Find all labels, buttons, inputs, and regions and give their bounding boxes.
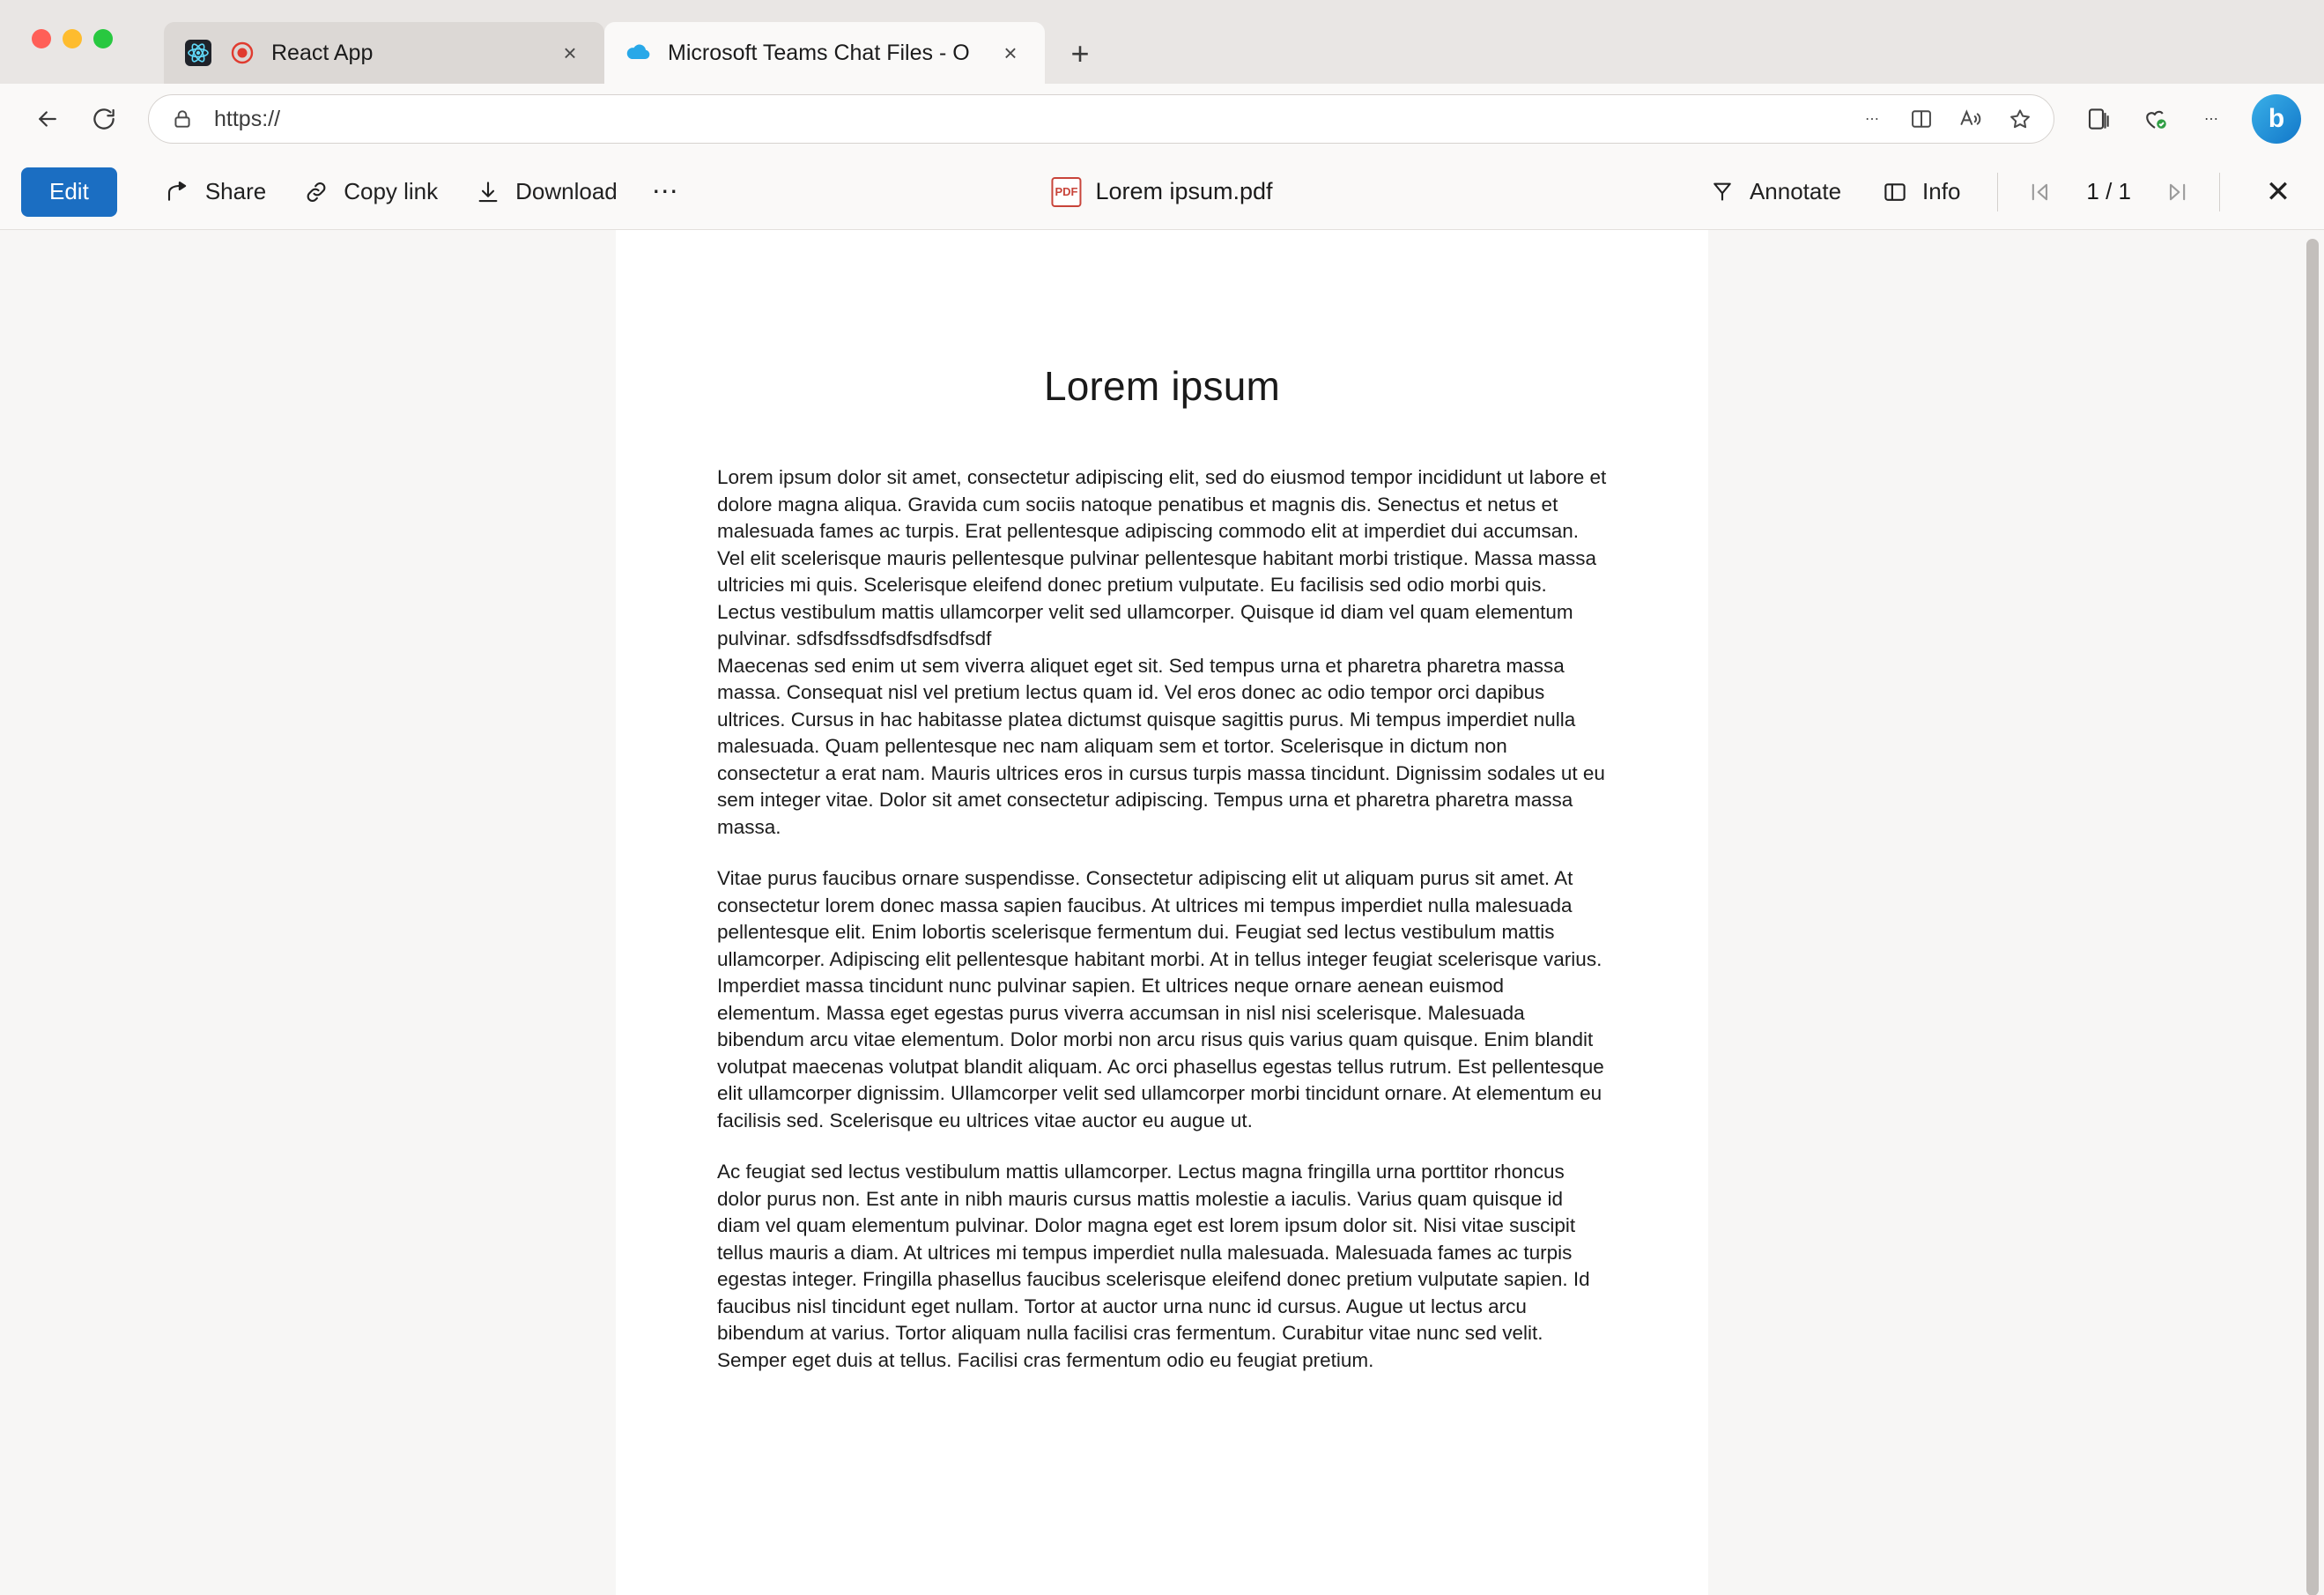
tab-strip	[0, 0, 2324, 84]
download-icon	[473, 177, 503, 207]
info-label: Info	[1922, 178, 1961, 204]
share-icon	[163, 177, 193, 207]
download-label: Download	[515, 178, 618, 204]
collections-icon[interactable]	[2074, 94, 2123, 144]
file-name-block	[1051, 177, 1272, 207]
maximize-window-button[interactable]	[93, 29, 113, 48]
tab-react-app[interactable]	[164, 22, 604, 84]
info-button[interactable]	[1862, 167, 1978, 217]
tab-microsoft-teams-chat-files[interactable]	[604, 22, 1045, 84]
toolbar-divider-2	[2219, 173, 2220, 211]
split-screen-icon[interactable]	[1904, 101, 1939, 137]
new-tab-button[interactable]: +	[1070, 35, 1090, 71]
pdf-toolbar-right	[1690, 167, 2303, 217]
read-aloud-icon[interactable]	[1953, 101, 1988, 137]
next-page-button[interactable]	[2154, 169, 2200, 215]
recording-indicator-icon	[227, 38, 257, 68]
more-commands-button[interactable]: ⋯	[651, 177, 678, 206]
onedrive-cloud-icon	[624, 38, 654, 68]
toolbar-divider	[1997, 173, 1998, 211]
address-bar	[0, 84, 2324, 154]
document-paragraph: Ac feugiat sed lectus vestibulum mattis ullamcorper. Lectus magna fringilla urna porttitor rhoncus dolor purus non. Est ante in nibh mauris cursus mattis molestie a iaculis. Varius quam quisque id diam vel quam elementum pulvinar. Dolor magna eget est lorem ipsum dolor sit. Nisi vitae suscipit tellus mauris a diam. At ultrices mi tempus imperdiet nulla malesuada. Malesuada fames ac turpis egestas integer. Fringilla phasellus faucibus scelerisque eleifend donec pretium vulputate sapien. Id faucibus nisl tincidunt eget nullam. Tortor at auctor urna nunc id cursus. Augue ut lectus arcu bibendum at varius. Tortor aliquam nulla facilisi cras fermentum. Curabitur vitae nunc sed velit. Semper eget duis at tellus. Facilisi cras fermentum odio eu feugiat pretium.	[717, 1161, 1590, 1371]
document-paragraph: Lorem ipsum dolor sit amet, consectetur adipiscing elit, sed do eiusmod tempor incididunt ut labore et dolore magna aliqua. Gravida cum sociis natoque penatibus et magnis dis. Senectus et netus et malesuada fames ac turpis. Erat pellentesque adipiscing commodo elit at imperdiet dui accumsan. Vel elit scelerisque mauris pellentesque pulvinar pellentesque habitant morbi tristique. Massa massa ultricies mi quis. Scelerisque eleifend donec pretium vulputate. Eu facilisis sed odio morbi quis. Lectus vestibulum mattis ullamcorper velit sed ullamcorper. Quisque id diam vel quam elementum pulvinar. sdfsdfssdfsdfsdfsdfsdf	[717, 466, 1607, 649]
pdf-file-icon: PDF	[1051, 177, 1081, 207]
pdf-page-1	[616, 230, 1708, 1595]
download-button[interactable]	[455, 167, 635, 217]
react-icon	[183, 38, 213, 68]
close-viewer-button[interactable]: ✕	[2265, 174, 2291, 209]
tabs	[164, 22, 1105, 84]
previous-page-button[interactable]	[2017, 169, 2063, 215]
share-label: Share	[204, 178, 267, 204]
file-name: Lorem ipsum.pdf	[1095, 178, 1273, 204]
share-button[interactable]	[145, 167, 284, 217]
back-button[interactable]	[23, 94, 72, 144]
tab-title: React App	[271, 40, 374, 65]
star-icon[interactable]	[2002, 101, 2038, 137]
document-title: Lorem ipsum	[1043, 363, 1281, 409]
copilot-button[interactable]: b	[2252, 94, 2301, 144]
browser-essentials-icon[interactable]	[2130, 94, 2180, 144]
minimize-window-button[interactable]	[63, 29, 82, 48]
tab-close-button[interactable]: ×	[1003, 39, 1018, 66]
annotate-pen-icon	[1707, 177, 1737, 207]
copy-link-label: Copy link	[344, 178, 439, 204]
document-paragraph: Maecenas sed enim ut sem viverra aliquet eget sit. Sed tempus urna et pharetra pharetra massa massa. Consequat nisl vel pretium lectus quam id. Vel eros donec ac odio tempor orci dapibus ultrices. Cursus in hac habitasse platea dictumst quisque sagittis purus. Mi tempus imperdiet nulla malesuada. Quam pellentesque nec nam aliquam sem et tortor. Scelerisque in dictum non consectetur a erat nam. Mauris ultrices eros in cursus turpis massa tincidunt. Dignissim sodales ut eu sem integer vitae. Dolor sit amet consectetur adipiscing. Tempus urna et pharetra pharetra massa massa.	[717, 654, 1605, 838]
tab-close-button[interactable]: ×	[563, 39, 577, 66]
info-panel-icon	[1880, 177, 1910, 207]
lock-icon	[165, 101, 200, 137]
tab-title: Microsoft Teams Chat Files - O	[668, 40, 970, 65]
pdf-toolbar	[0, 154, 2324, 230]
scrollbar-thumb[interactable]	[2306, 239, 2319, 1595]
omnibox-more-icon[interactable]: ⋯	[1865, 112, 1879, 127]
annotate-button[interactable]	[1690, 167, 1859, 217]
edit-button[interactable]: Edit	[21, 167, 117, 217]
pdf-document-area[interactable]	[0, 230, 2324, 1595]
reload-button[interactable]	[79, 94, 129, 144]
address-input-container[interactable]	[148, 94, 2054, 144]
page-indicator: 1 / 1	[2086, 178, 2131, 204]
address-input[interactable]: https://	[214, 106, 281, 131]
settings-and-more-button[interactable]: ⋯	[2204, 112, 2218, 127]
copy-link-button[interactable]	[284, 167, 455, 217]
document-scrollbar[interactable]	[2306, 239, 2319, 1586]
document-paragraph: Vitae purus faucibus ornare suspendisse. Consectetur adipiscing elit ut aliquam purus sit amet. At consectetur lorem donec massa sapien faucibus. At ultrices mi tempus imperdiet nulla malesuada pellentesque elit. Enim lobortis scelerisque fermentum dui. Feugiat sed lectus vestibulum mattis ullamcorper. Adipiscing elit pellentesque habitant morbi. At in tellus integer feugiat scelerisque varius. Imperdiet massa tincidunt nunc pulvinar sapien. Et ultrices neque ornare aenean euismod elementum. Massa eget egestas purus viverra accumsan in nisl nisi scelerisque. Malesuada bibendum arcu vitae elementum. Dolor morbi non arcu risus quis varius quam quisque. Enim blandit volutpat maecenas volutpat blandit aliquam. Ac orci phasellus egestas tellus rutrum. Est pellentesque elit ullamcorper dignissim. Ullamcorper velit sed ullamcorper morbi tincidunt ornare. At elementum eu facilisis sed. Scelerisque eu ultrices vitae auctor eu augue ut.	[717, 867, 1604, 1131]
annotate-label: Annotate	[1749, 178, 1842, 204]
close-window-button[interactable]	[32, 29, 51, 48]
window-controls	[32, 29, 113, 48]
link-icon	[301, 177, 331, 207]
